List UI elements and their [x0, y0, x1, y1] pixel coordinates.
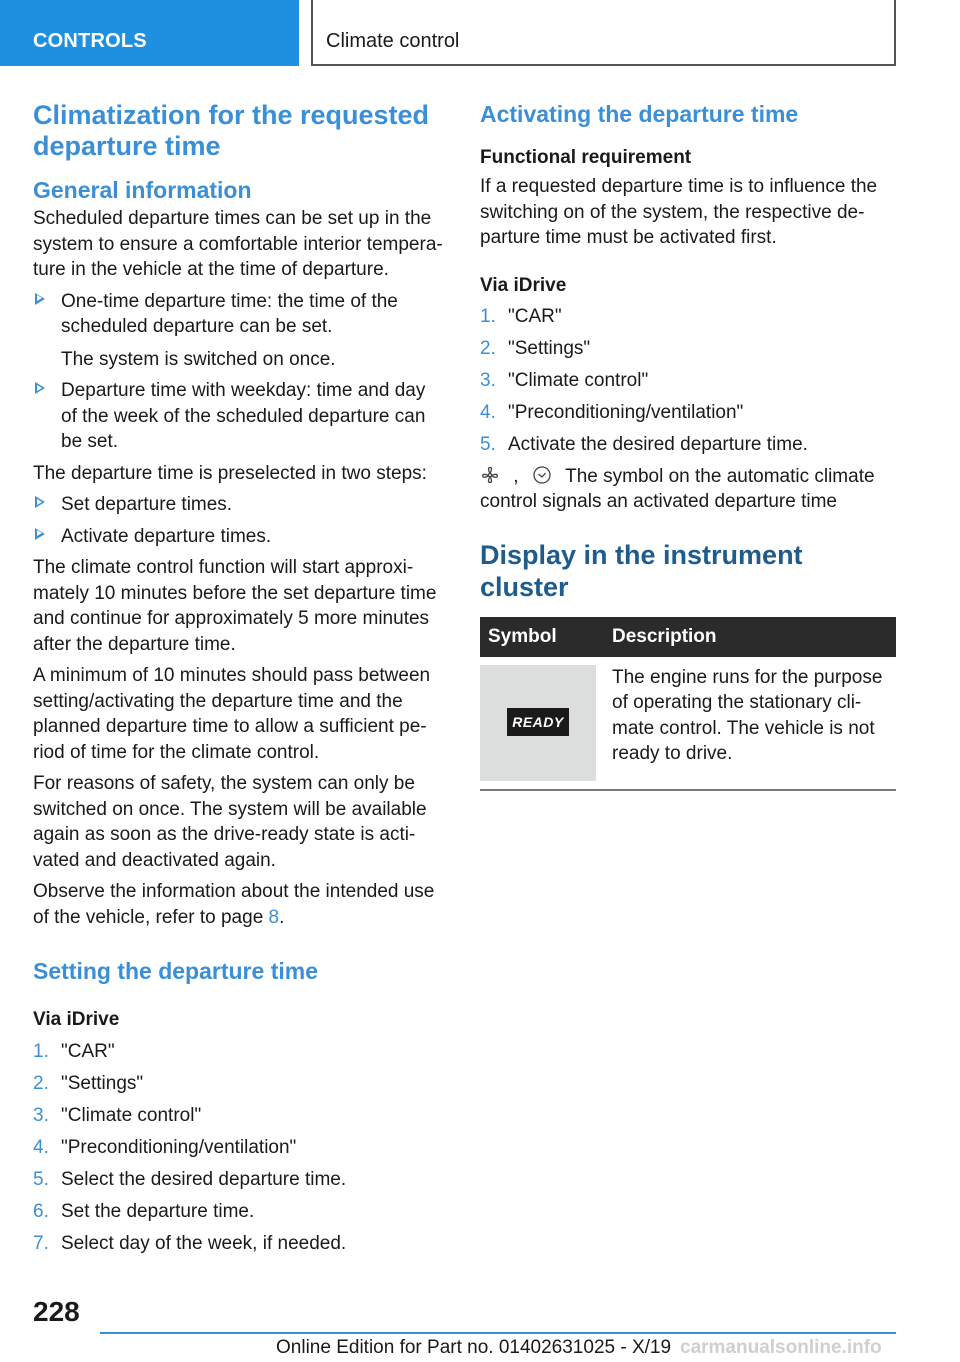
step-text: "Preconditioning/ventilation"	[508, 402, 744, 423]
triangle-bullet-icon	[35, 293, 45, 305]
column-header-symbol: Symbol	[480, 617, 604, 657]
description-cell: The engine runs for the purpose of operating the stationary cli-mate control. The vehicle is not ready to drive.	[604, 657, 896, 790]
section-label: CONTROLS	[33, 30, 147, 52]
list-item	[480, 400, 896, 426]
step-text: Set the departure time.	[61, 1200, 255, 1222]
general-info-paragraph: Scheduled departure times can be set up in the system to ensure a comfortable interior tempera-ture in the vehicle at the time of departure.	[33, 208, 443, 280]
list-item	[480, 304, 896, 330]
step-number: 1.	[33, 1040, 49, 1062]
step-text: Select the desired departure time.	[61, 1168, 347, 1190]
list-item	[33, 1071, 445, 1097]
table-header-row	[480, 617, 896, 657]
step-number: 3.	[480, 370, 496, 391]
step-text: "CAR"	[61, 1040, 115, 1062]
activate-steps-list	[480, 304, 896, 458]
list-item	[33, 1103, 445, 1129]
section-tab	[0, 0, 299, 66]
symbol-table	[480, 617, 896, 791]
via-idrive-label: Via iDrive	[33, 1009, 120, 1030]
setting-steps-list	[33, 1039, 445, 1257]
list-item: Activate departure times.	[33, 524, 445, 550]
list-item	[480, 432, 896, 458]
paragraph: For reasons of safety, the system can only be switched on once. The system will be available again as soon as the drive-ready state is acti-vated and deactivated again.	[33, 773, 427, 871]
via-idrive-label: Via iDrive	[480, 274, 567, 296]
footer-rule	[100, 1332, 896, 1334]
triangle-bullet-icon	[35, 382, 45, 394]
step-text: "Climate control"	[61, 1104, 202, 1126]
ready-icon: READY	[507, 708, 569, 736]
paragraph: A minimum of 10 minutes should pass between setting/activating the departure time and the planned departure time to allow a sufficient pe-riod of time for the climate control.	[33, 665, 431, 763]
step-text: Select day of the week, if needed.	[61, 1232, 347, 1254]
triangle-bullet-icon	[35, 496, 45, 508]
clock-icon	[532, 465, 552, 485]
step-number: 2.	[33, 1072, 49, 1094]
activating-heading: Activating the departure time	[480, 101, 799, 127]
table-row	[480, 657, 896, 790]
column-header-description: Description	[604, 617, 896, 657]
step-number: 3.	[33, 1104, 49, 1126]
list-item: Departure time with weekday: time and day of the week of the scheduled departure can be set.	[33, 378, 445, 455]
chapter-label: Climate control	[326, 30, 460, 52]
list-item	[33, 1039, 445, 1065]
list-item	[33, 1167, 445, 1193]
step-number: 1.	[480, 306, 496, 327]
right-column	[480, 100, 896, 791]
step-number: 5.	[480, 434, 496, 455]
triangle-bullet-icon	[35, 528, 45, 540]
step-number: 4.	[480, 402, 496, 423]
step-text: Activate the desired departure time.	[508, 434, 808, 455]
step-text: "Preconditioning/ventilation"	[61, 1136, 297, 1158]
step-text: "CAR"	[508, 306, 562, 327]
edition-info: Online Edition for Part no. 01402631025 - X/19	[276, 1337, 672, 1358]
display-heading: Display in the instrument cluster	[480, 539, 803, 602]
step-number: 5.	[33, 1168, 49, 1190]
watermark: carmanualsonline.info	[680, 1337, 882, 1358]
step-number: 2.	[480, 338, 496, 359]
step-text: "Climate control"	[508, 370, 649, 391]
page-number: 228	[33, 1296, 80, 1327]
left-column	[33, 100, 445, 1256]
step-number: 4.	[33, 1136, 49, 1158]
list-item	[33, 1135, 445, 1161]
list-item: Set departure times.	[33, 492, 445, 518]
steps-intro: The departure time is preselected in two steps:	[33, 462, 427, 484]
list-item: One-time departure time: the time of the scheduled departure can be set.	[33, 289, 445, 340]
page-reference-link[interactable]: 8	[268, 906, 280, 928]
step-number: 7.	[33, 1232, 49, 1254]
list-item	[480, 368, 896, 394]
list-item	[33, 1231, 445, 1257]
page-title: Climatization for the requested departure time	[33, 100, 430, 161]
step-text: "Settings"	[61, 1072, 144, 1094]
step-number: 6.	[33, 1200, 49, 1222]
ready-symbol-box	[480, 665, 596, 781]
bullet-note: The system is switched on once.	[61, 348, 336, 370]
list-item	[33, 1199, 445, 1225]
functional-requirement-label: Functional requirement	[480, 147, 692, 168]
step-text: "Settings"	[508, 338, 591, 359]
fan-icon	[480, 465, 500, 485]
chapter-tab	[311, 0, 896, 66]
setting-heading: Setting the departure time	[33, 958, 318, 984]
paragraph: The climate control function will start approxi-mately 10 minutes before the set departure time and continue for approximately 5 more minutes after the departure time.	[33, 557, 437, 655]
list-item	[480, 336, 896, 362]
functional-requirement-paragraph: If a requested departure time is to influence the switching on of the system, the respective de-parture time must be activated first.	[480, 176, 878, 248]
symbol-cell	[480, 657, 604, 790]
paragraph: Observe the information about the intended use of the vehicle, refer to page 8.	[33, 881, 435, 928]
general-info-heading: General information	[33, 177, 252, 203]
symbol-explanation: , The symbol on the automatic climate control signals an activated departure time	[480, 465, 875, 512]
